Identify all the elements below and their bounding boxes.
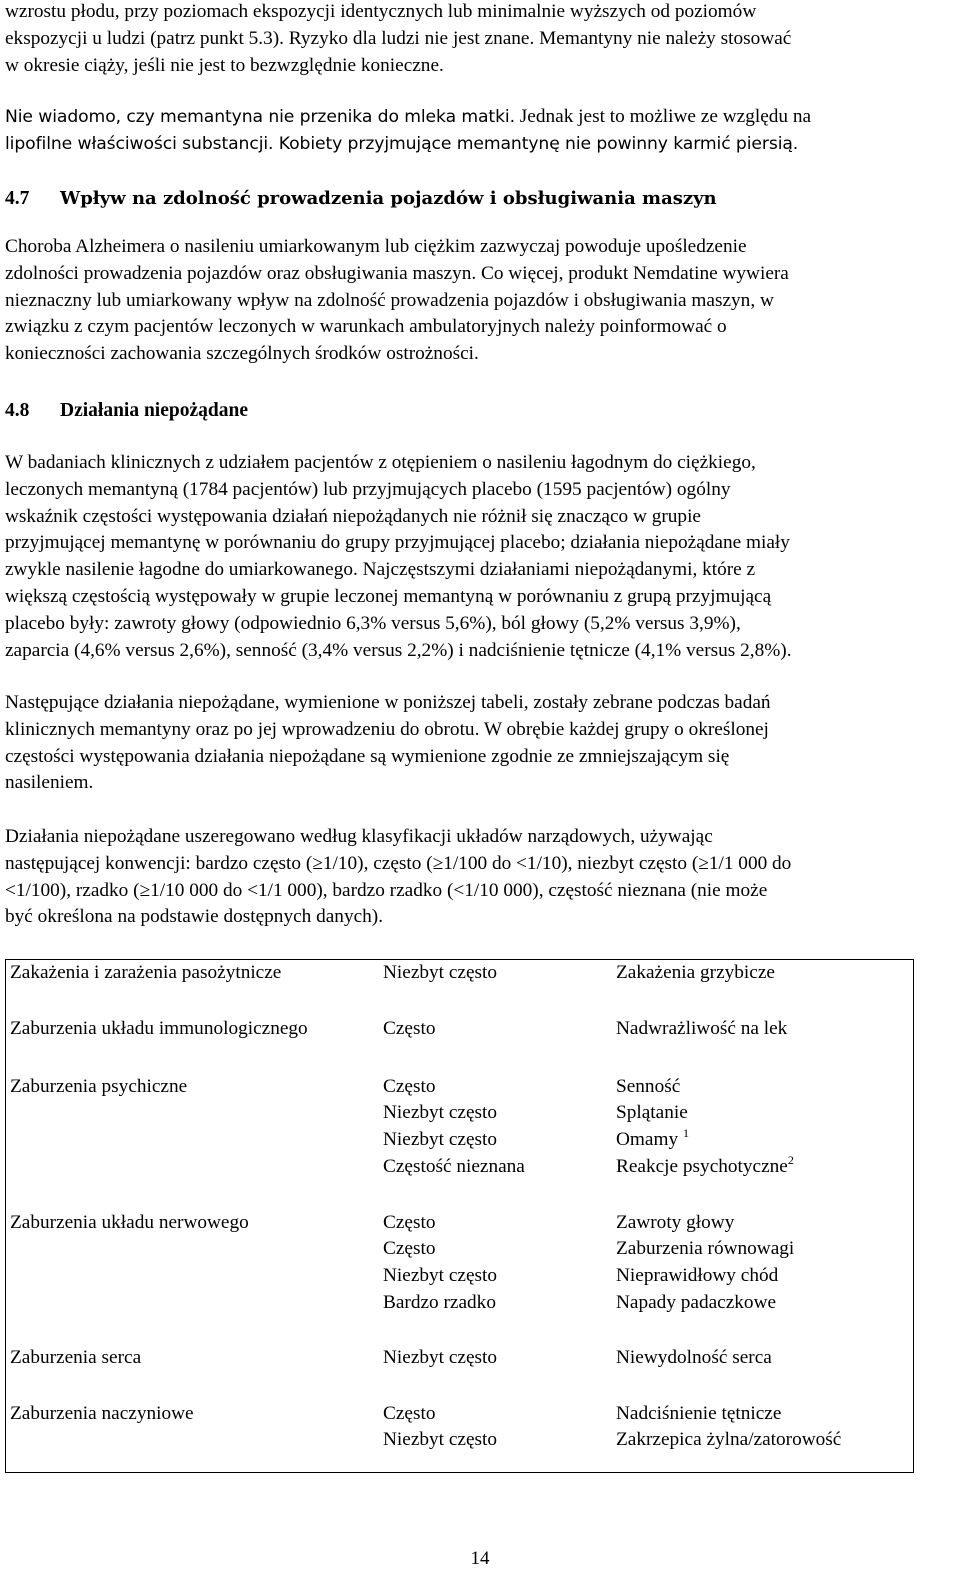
frequency-label: Niezbyt często [383,1102,498,1124]
table-cell-reaction [616,1210,914,1345]
reaction-text: Senność [616,1075,681,1097]
frequency-label: Niezbyt często [383,1346,498,1368]
soc-label: Zaburzenia układu nerwowego [10,1211,249,1233]
text-line: Następujące działania niepożądane, wymienione w poniższej tabeli, zostały zebrane podczas badań [5,692,771,713]
text-line: zdolności prowadzenia pojazdów oraz obsługiwania maszyn. Co więcej, produkt Nemdatine wywiera [5,262,789,284]
text-line: związku z czym pacjentów leczonych w warunkach ambulatoryjnych należy poinformować o [5,316,727,338]
soc-label: Zaburzenia serca [10,1346,142,1368]
page-number: 14 [470,1548,490,1569]
table-cell-soc [6,1345,384,1401]
table-row [6,1016,914,1074]
text-line: <1/100), rzadko (≥1/10 000 do <1/1 000), bardzo rzadko (<1/10 000), częstość nieznana (nie może [5,879,768,901]
text-line: przyjmującej memantynę w porównaniu do grupy przyjmującej placebo; działania niepożądane miały [5,532,790,554]
soc-label: Zaburzenia układu immunologicznego [10,1017,308,1039]
frequency-label: Częstość nieznana [383,1155,525,1177]
text-line [5,104,955,131]
table-cell-soc [6,1074,384,1210]
footnote-marker: 2 [787,1152,794,1167]
reaction-label: Nadwrażliwość na lek [616,1017,788,1039]
table-cell-frequency [383,1401,616,1473]
pregnancy-paragraph [5,0,955,79]
footnote-marker: 1 [682,1126,689,1141]
text-fragment: Jednak jest to możliwe ze względu na [514,106,812,127]
reaction-text: Splątanie [616,1102,688,1124]
table-cell-reaction [616,1074,914,1210]
section-heading-4-7 [5,186,717,212]
table-cell-reaction [616,1345,914,1401]
adverse-reactions-table [5,959,914,1473]
section-heading-4-8 [5,398,248,424]
frequency-label: Często [383,1017,436,1039]
table-row [6,1210,914,1345]
text-fragment: Nie wiadomo, czy memantyna nie przenika do mleka matki. [5,107,515,127]
table-cell-reaction [616,960,914,1016]
text-line: ekspozycji u ludzi (patrz punkt 5.3). Ryzyko dla ludzi nie jest znane. Memantyny nie należy stosować [5,27,792,49]
table-cell-reaction [616,1016,914,1074]
reaction-label: Nadciśnienie tętnicze [616,1402,782,1424]
frequency-label: Często [383,1075,436,1097]
reaction-label: Napady padaczkowe [616,1291,777,1313]
frequency-label: Często [383,1402,436,1424]
reaction-label: Zaburzenia równowagi [616,1238,795,1260]
table-cell-frequency [383,1074,616,1210]
text-line: Choroba Alzheimera o nasileniu umiarkowanym lub ciężkim zazwyczaj powoduje upośledzenie [5,236,747,257]
table-cell-soc [6,1401,384,1473]
text-line: w okresie ciąży, jeśli nie jest to bezwzględnie konieczne. [5,54,444,76]
table-cell-soc [6,1016,384,1074]
section-number: 4.8 [5,400,30,421]
table-row [6,960,914,1016]
text-line: placebo były: zawroty głowy (odpowiednio 6,3% versus 5,6%), ból głowy (5,2% versus 3,9%), [5,612,741,634]
reaction-label: Zakażenia grzybicze [616,962,775,983]
reaction-label: Nieprawidłowy chód [616,1265,779,1287]
section-title: Działania niepożądane [60,400,248,421]
frequency-label: Bardzo rzadko [383,1291,496,1313]
text-line: Działania niepożądane uszeregowano według klasyfikacji układów narządowych, używając [5,826,713,847]
reaction-label [616,1100,913,1127]
text-line: zaparcia (4,6% versus 2,6%), senność (3,4% versus 2,2%) i nadciśnienie tętnicze (4,1% versus 2,8%). [5,639,792,661]
section-title: Wpływ na zdolność prowadzenia pojazdów i obsługiwania maszyn [60,188,717,209]
text-line: konieczności zachowania szczególnych środków ostrożności. [5,343,479,365]
text-line: większą częstością występowały w grupie leczonej memantyną w porównaniu z grupą przyjmującą [5,585,772,607]
table-row [6,1401,914,1473]
reaction-label: Niewydolność serca [616,1346,772,1368]
text-line: lipofilne właściwości substancji. Kobiety przyjmujące memantynę nie powinny karmić piersią. [5,133,799,154]
reaction-label [616,1074,913,1101]
text-line: wskaźnik częstości występowania działań niepożądanych nie różnił się znacząco w grupie [5,505,701,527]
text-line: następującej konwencji: bardzo często (≥1/10), często (≥1/100 do <1/10), niezbyt często (≥1/1 000 do [5,852,792,874]
section-4-8-paragraph-1 [5,450,955,664]
text-line: być określona na podstawie dostępnych danych). [5,906,384,928]
frequency-label: Niezbyt często [383,962,498,983]
table-cell-frequency [383,1210,616,1345]
frequency-label: Często [383,1238,436,1260]
table-cell-reaction [616,1401,914,1473]
section-4-8-paragraph-3 [5,824,955,931]
table-cell-soc [6,1210,384,1345]
reaction-label: Zawroty głowy [616,1211,735,1233]
reaction-text: Reakcje psychotyczne [616,1155,788,1177]
section-4-8-paragraph-2 [5,690,955,797]
table-row [6,1345,914,1401]
text-line: nieznaczny lub umiarkowany wpływ na zdolność prowadzenia pojazdów i obsługiwania maszyn, w [5,289,774,311]
soc-label: Zaburzenia psychiczne [10,1075,188,1097]
soc-label: Zakażenia i zarażenia pasożytnicze [10,962,282,983]
text-line: zwykle nasilenie łagodne do umiarkowanego. Najczęstszymi działaniami niepożądanymi, które z [5,559,756,581]
reaction-label [616,1127,913,1154]
text-line: nasileniem. [5,772,94,794]
reaction-label [616,1154,913,1181]
text-line: W badaniach klinicznych z udziałem pacjentów z otępieniem o nasileniu łagodnym do ciężkiego, [5,452,756,473]
text-line: leczonych memantyną (1784 pacjentów) lub przyjmujących placebo (1595 pacjentów) ogólny [5,478,731,500]
frequency-label: Niezbyt często [383,1429,498,1451]
frequency-label: Niezbyt często [383,1129,498,1151]
soc-label: Zaburzenia naczyniowe [10,1402,194,1424]
table-cell-soc [6,960,384,1016]
lactation-paragraph [5,104,955,158]
text-line: wzrostu płodu, przy poziomach ekspozycji identycznych lub minimalnie wyższych od poziomów [5,1,757,22]
table-row [6,1074,914,1210]
frequency-label: Niezbyt często [383,1265,498,1287]
section-4-7-paragraph [5,234,955,368]
text-line: częstości występowania działania niepożądane są wymienione zgodnie ze zmniejszającym się [5,745,730,767]
table-cell-frequency [383,1345,616,1401]
table-cell-frequency [383,1016,616,1074]
table-cell-frequency [383,960,616,1016]
reaction-text: Omamy [616,1129,679,1151]
frequency-label: Często [383,1211,436,1233]
reaction-label: Zakrzepica żylna/zatorowość [616,1429,842,1451]
text-line: klinicznych memantyny oraz po jej wprowadzeniu do obrotu. W obrębie każdej grupy o określonej [5,718,769,740]
section-number: 4.7 [5,188,30,209]
